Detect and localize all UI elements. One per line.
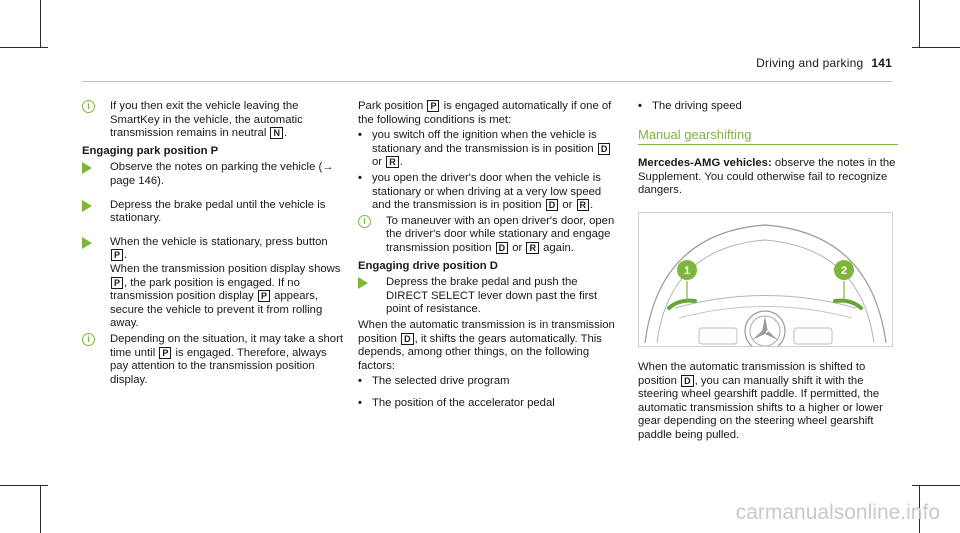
watermark: carmanualsonline.info [735,501,940,524]
instruction-step: Depress the brake pedal until the vehicle is stationary. [82,199,344,226]
list-item: • you switch off the ignition when the vehicle is stationary and the transmission is in position D or R . [358,129,620,170]
key-symbol: N [270,127,283,139]
key-symbol: P [427,100,439,112]
running-header [756,56,892,70]
column-3: • The driving speed Manual gearshifting Mercedes-AMG vehicles: observe the notes in the Supplement. You could otherwise fail to recognize dangers. 1 2 When the automatic transmission is shifted to position D , you can manually shift it with the steering wheel gearshift paddle. If permitted, the automatic transmission shifts to a higher or lower gear depending on the steering wheel gearshift paddle being pulled. [638,100,898,443]
list-item: • The position of the accelerator pedal [358,396,555,409]
crop-mark [0,47,48,48]
crop-mark [919,0,920,48]
key-symbol: R [526,242,539,254]
info-note: i Depending on the situation, it may take a short time until P is engaged. Therefore, always pay attention to the transmission position display. [82,333,344,387]
page-number: 141 [871,56,892,70]
key-symbol: R [386,156,399,168]
key-symbol: D [496,242,509,254]
instruction-step: Observe the notes on parking the vehicle (→ page 146). [82,161,344,188]
info-icon: i [82,333,95,346]
steering-wheel-illustration [638,212,893,347]
arrow-right-icon [82,200,92,212]
crop-mark [912,47,960,48]
list-item: • you open the driver's door when the vehicle is stationary or when driving at a very low speed and the transmission is in position D or R . [358,171,602,212]
info-note: i To maneuver with an open driver's door, open the driver's door while stationary and engage transmission position D or R again. [358,215,620,256]
key-symbol: D [401,333,414,345]
callout-2: 2 [840,264,848,277]
section-title: Manual gearshifting [638,128,898,146]
section-heading: Engaging drive position D [358,259,498,272]
callout-1: 1 [683,264,691,277]
header-rule [82,81,892,82]
key-symbol: P [111,249,123,261]
key-symbol: D [598,143,611,155]
amg-label: Mercedes-AMG vehicles: [638,157,772,170]
crop-mark [40,485,41,533]
instruction-step: When the vehicle is stationary, press button P . When the transmission position display shows P , the park position is engaged. If no transmission position display P appears, secure the vehicle to prevent it from rolling away. [82,236,344,331]
crop-mark [0,485,48,486]
info-icon: i [82,100,95,113]
key-symbol: P [111,277,123,289]
arrow-right-icon [82,162,92,174]
section-name: Driving and parking [756,56,864,70]
key-symbol: R [577,199,590,211]
list-item: • The driving speed [638,100,742,112]
crop-mark [912,485,960,486]
info-icon: i [358,215,371,228]
instruction-step: Depress the brake pedal and push the DIRECT SELECT lever down past the first point of resistance. [358,276,620,317]
column-1 [82,100,344,387]
key-symbol: D [681,375,694,387]
key-symbol: P [159,347,171,359]
key-symbol: P [258,290,270,302]
list-item: • The selected drive program [358,375,510,388]
arrow-right-icon [82,237,92,249]
column-2: Park position P is engaged automatically if one of the following conditions is met: • you switch off the ignition when the vehicle is stationary and the transmission is in position D or R . • you open the driver's door when the vehicle is stationary or when driving at a very low speed and the transmission is in position D or R . i To maneuver with an open driver's door, open the driver's door while stationary and engage transmission position D or R again. Engaging drive position D Depress the brake pedal and push the DIRECT SELECT lever down past the first point of resistance. When the automatic transmission is in transmission position D , it shifts the gears automatically. This depends, among other things, on the following factors: • The selected drive program • The position of the accelerator pedal [358,100,620,410]
section-heading: Engaging park position P [82,144,219,157]
arrow-right-icon [358,277,368,289]
key-symbol: D [546,199,559,211]
info-note: i If you then exit the vehicle leaving the SmartKey in the vehicle, the automatic transmission remains in neutral N . [82,100,344,141]
crop-mark [40,0,41,48]
